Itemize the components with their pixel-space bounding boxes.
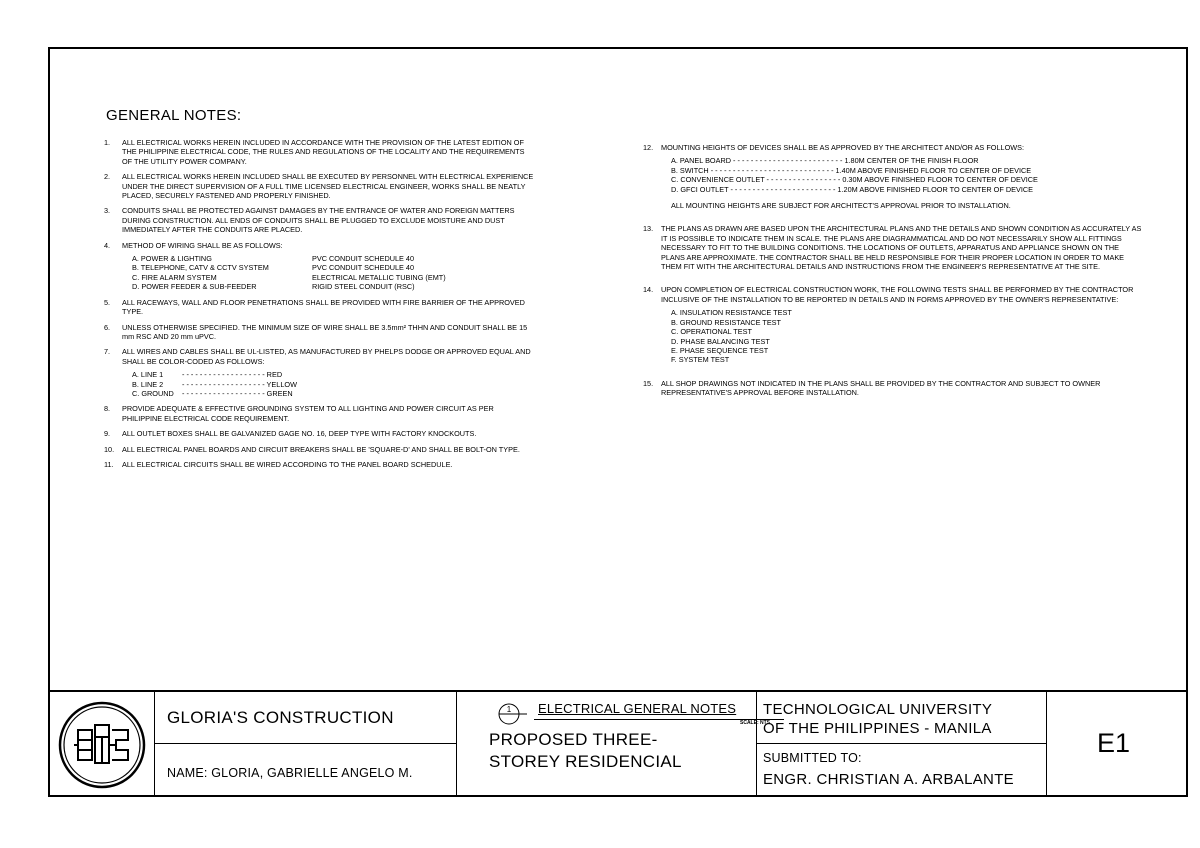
- note-5: 5. ALL RACEWAYS, WALL AND FLOOR PENETRATIONS SHALL BE PROVIDED WITH FIRE BARRIER OF THE APPROVED TYPE.: [104, 297, 525, 317]
- note-15: 15. ALL SHOP DRAWINGS NOT INDICATED IN THE PLANS SHALL BE PROVIDED BY THE CONTRACTOR AND SUBJECT TO OWNER REPRESENTATIVE'S APPROVAL BEFORE INSTALLATION.: [643, 378, 1101, 398]
- school-name: [763, 700, 992, 738]
- note-4: 4. METHOD OF WIRING SHALL BE AS FOLLOWS: A. POWER & LIGHTING PVC CONDUIT SCHEDULE 40 B. TELEPHONE, CATV & CCTV SYSTEM PVC CONDUIT SCHEDULE 40 C. FIRE ALARM SYSTEM ELECTRICAL METALLIC TUBING (EMT) D. POWER FEEDER & SUB-FEEDER RIGID STEEL CONDUIT (RSC): [104, 241, 534, 292]
- wiring-method-row: B. TELEPHONE, CATV & CCTV SYSTEM PVC CONDUIT SCHEDULE 40: [132, 263, 415, 273]
- drawing-title: ELECTRICAL GENERAL NOTES: [538, 701, 737, 716]
- wire-color-row: C. GROUND - - - - - - - - - - - - - - - - - - - GREEN: [132, 388, 293, 398]
- note-7: 7. ALL WIRES AND CABLES SHALL BE UL-LISTED, AS MANUFACTURED BY PHELPS DODGE OR APPROVED EQUAL AND SHALL BE COLOR-CODED AS FOLLOWS: A. LINE 1 - - - - - - - - - - - - - - - - - - - RED B. LINE 2 - - - - - - - - - - - - - - - - - - - YELLOW C. GROUND - - - - - - - - - - - - - - - - - - - GREEN: [104, 347, 534, 398]
- sheet-number-cell: [1046, 692, 1186, 797]
- wiring-method-row: C. FIRE ALARM SYSTEM ELECTRICAL METALLIC TUBING (EMT): [132, 272, 446, 282]
- note-14: 14. UPON COMPLETION OF ELECTRICAL CONSTRUCTION WORK, THE FOLLOWING TESTS SHALL BE PERFORMED BY THE CONTRACTOR INCLUSIVE OF THE INSTALLATION TO BE REPORTED IN DETAILS AND IN FORMS APPROVED BY THE OWNER'S REPRESENTATIVE: A. INSULATION RESISTANCE TEST B. GROUND RESISTANCE TEST C. OPERATIONAL TEST D. PHASE BALANCING TEST E. PHASE SEQUENCE TEST F. SYSTEM TEST: [643, 285, 1143, 364]
- school-name-line-2: OF THE PHILIPPINES - MANILA: [763, 720, 992, 737]
- wire-color-row: B. LINE 2 - - - - - - - - - - - - - - - - - - - YELLOW: [132, 379, 297, 389]
- wire-color-row: A. LINE 1 - - - - - - - - - - - - - - - - - - - RED: [132, 370, 283, 380]
- notes-right-column: [643, 143, 1143, 404]
- wire-color-list: [122, 370, 534, 398]
- test-item: F. SYSTEM TEST: [671, 355, 730, 365]
- drawing-scale: SCALE: NTS: [740, 720, 770, 726]
- tests-list: [661, 308, 1143, 364]
- test-item: E. PHASE SEQUENCE TEST: [671, 345, 769, 355]
- company-logo-cell: [50, 692, 154, 797]
- general-notes-heading: GENERAL NOTES:: [106, 107, 242, 124]
- title-block: [50, 690, 1186, 797]
- test-item: B. GROUND RESISTANCE TEST: [671, 317, 782, 327]
- project-cell: [456, 692, 756, 797]
- submitted-cell: [756, 744, 1046, 797]
- student-name: NAME: GLORIA, GABRIELLE ANGELO M.: [167, 766, 413, 780]
- project-title-line-2: STOREY RESIDENCIAL: [489, 752, 682, 771]
- note-10: 10. ALL ELECTRICAL PANEL BOARDS AND CIRCUIT BREAKERS SHALL BE 'SQUARE-D' AND SHALL BE BOLT-ON TYPE.: [104, 444, 520, 454]
- submitted-to: ENGR. CHRISTIAN A. ARBALANTE: [763, 771, 1014, 788]
- note-13: 13. THE PLANS AS DRAWN ARE BASED UPON THE ARCHITECTURAL PLANS AND THE DETAILS AND SHOWN CONDITION AS ACCURATELY AS IT IS POSSIBLE TO INDICATE THEM IN SCALE. THE PLANS ARE DIAGRAMMATICAL AND DO NOT NECESSARILY SHOW ALL FITTINGS NECESSARY TO FIT TO THE BUILDING CONDITIONS. THE LOCATIONS OF OUTLETS, APPARATUS AND APPLIANCE SHOWN ON THE PLANS ARE APPROXIMATE. THE CONTRACTOR SHALL BE HELD RESPONSIBLE FOR THEIR PROPER LOCATION IN ORDER TO MAKE THEM FIT WITH THE ARCHITECTURAL DETAILS AND INSTRUCTIONS FROM THE ENGINEER'S REPRESENTATIVE AT THE SITE.: [643, 224, 1142, 272]
- school-name-line-1: TECHNOLOGICAL UNIVERSITY: [763, 701, 993, 718]
- submitted-label: SUBMITTED TO:: [763, 751, 862, 765]
- project-title-line-1: PROPOSED THREE-: [489, 730, 658, 749]
- company-cell: [154, 692, 456, 744]
- company-name: GLORIA'S CONSTRUCTION: [167, 708, 394, 727]
- name-cell: [154, 744, 456, 797]
- wiring-method-row: A. POWER & LIGHTING PVC CONDUIT SCHEDULE 40: [132, 254, 415, 264]
- project-title: [489, 729, 682, 773]
- note-2: 2. ALL ELECTRICAL WORKS HEREIN INCLUDED SHALL BE EXECUTED BY PERSONNEL WITH ELECTRICAL EXPERIENCE UNDER THE DIRECT SUPERVISION OF A FULL TIME LICENSED ELECTRICAL ENGINEER, WORKS SHALL BE NEATLY PLACED, SECURELY FASTENED AND PROPERLY FINISHED.: [104, 172, 534, 201]
- test-item: A. INSULATION RESISTANCE TEST: [671, 308, 792, 318]
- note-12: 12. MOUNTING HEIGHTS OF DEVICES SHALL BE AS APPROVED BY THE ARCHITECT AND/OR AS FOLLOWS: A. PANEL BOARD - - - - - - - - - - - - - - - - - - - - - - - - - 1.80M CENTER OF THE FINISH FLOOR B. SWITCH - - - - - - - - - - - - - - - - - - - - - - - - - - - - 1.40M ABOVE FINISHED FLOOR TO CENTER OF DEVICE C. CONVENIENCE OUTLET - - - - - - - - - - - - - - - - - 0.30M ABOVE FINISHED FLOOR TO CENTER OF DEVICE D. GFCI OUTLET - - - - - - - - - - - - - - - - - - - - - - - - 1.20M ABOVE FINISHED FLOOR TO CENTER OF DEVICE ALL MOUNTING HEIGHTS ARE SUBJECT FOR ARCHITECT'S APPROVAL PRIOR TO INSTALLATION.: [643, 143, 1143, 210]
- note-3: 3. CONDUITS SHALL BE PROTECTED AGAINST DAMAGES BY THE ENTRANCE OF WATER AND FOREIGN MATTERS DURING CONSTRUCTION. ALL ENDS OF CONDUITS SHALL BE PLUGGED TO EXCLUDE MOISTURE AND DUST IMMEDIATELY AFTER THE CONDUITS ARE PLACED.: [104, 206, 515, 235]
- drawing-sheet: [48, 47, 1188, 797]
- mounting-heights-note: ALL MOUNTING HEIGHTS ARE SUBJECT FOR ARCHITECT'S APPROVAL PRIOR TO INSTALLATION.: [671, 201, 1011, 211]
- drawing-number: 1: [506, 705, 512, 714]
- mounting-heights-list: [661, 156, 1143, 194]
- mounting-height-row: B. SWITCH - - - - - - - - - - - - - - - - - - - - - - - - - - - - 1.40M ABOVE FINISHED FLOOR TO CENTER OF DEVICE: [671, 165, 1032, 175]
- note-6: 6. UNLESS OTHERWISE SPECIFIED. THE MINIMUM SIZE OF WIRE SHALL BE 3.5mm² THHN AND CONDUIT SHALL BE 15 mm RSC AND 20 mm uPVC.: [104, 322, 528, 341]
- note-11: 11. ALL ELECTRICAL CIRCUITS SHALL BE WIRED ACCORDING TO THE PANEL BOARD SCHEDULE.: [104, 459, 453, 469]
- mounting-height-row: D. GFCI OUTLET - - - - - - - - - - - - - - - - - - - - - - - - 1.20M ABOVE FINISHED FLOOR TO CENTER OF DEVICE: [671, 184, 1034, 194]
- wiring-methods-list: [122, 254, 534, 292]
- mounting-height-row: C. CONVENIENCE OUTLET - - - - - - - - - - - - - - - - - 0.30M ABOVE FINISHED FLOOR TO CENTER OF DEVICE: [671, 175, 1038, 185]
- note-9: 9. ALL OUTLET BOXES SHALL BE GALVANIZED GAGE NO. 16, DEEP TYPE WITH FACTORY KNOCKOUTS.: [104, 429, 477, 439]
- test-item: D. PHASE BALANCING TEST: [671, 336, 770, 346]
- school-cell: [756, 692, 1046, 744]
- wiring-method-row: D. POWER FEEDER & SUB-FEEDER RIGID STEEL CONDUIT (RSC): [132, 282, 415, 292]
- company-logo: [50, 692, 154, 797]
- sheet-number: E1: [1097, 728, 1131, 758]
- note-1: 1. ALL ELECTRICAL WORKS HEREIN INCLUDED IN ACCORDANCE WITH THE PROVISION OF THE LATEST EDITION OF THE PHILIPPINE ELECTRICAL CODE, THE RULES AND REGULATIONS OF THE LOCALITY AND THE REQUIREMENTS OF THE UTILITY POWER COMPANY.: [104, 138, 525, 166]
- notes-left-column: [104, 138, 534, 475]
- mounting-height-row: A. PANEL BOARD - - - - - - - - - - - - - - - - - - - - - - - - - 1.80M CENTER OF THE FINISH FLOOR: [671, 156, 979, 166]
- note-8: 8. PROVIDE ADEQUATE & EFFECTIVE GROUNDING SYSTEM TO ALL LIGHTING AND POWER CIRCUIT AS PER PHILIPPINE ELECTRICAL CODE REQUIREMENT.: [104, 404, 494, 423]
- test-item: C. OPERATIONAL TEST: [671, 327, 752, 337]
